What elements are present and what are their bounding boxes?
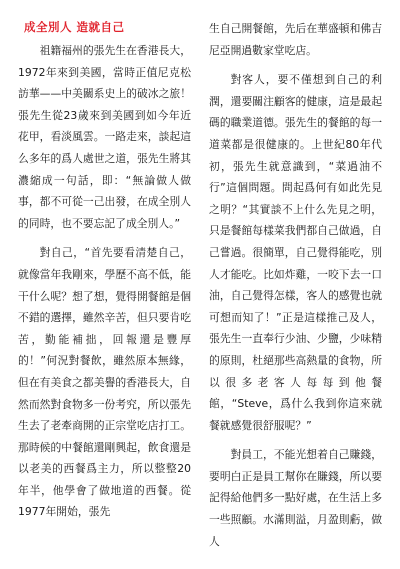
paragraph-employees: 對員工，不能光想着自己賺錢，要明白正是員工幫你在賺錢，所以要記得給他們多一點好處，在生活上多一些照顧。水滿則溢，月盈則虧，做人 [209,448,382,548]
article-title: 成全別人 造就自己 [24,20,125,34]
paragraph-intro: 祖籍福州的張先生在香港長大，1972年來到美國，當時正值尼克松訪華——中美關系史上的破冰之旅！張先生從23歲來到美國到如今年近花甲，看淡風雲。一路走來，談起這么多年的爲人處世之道，張先生將其濃縮成一句話，即：“無論做人做事，都不可從一己出發，在成全別人的同時，也不要忘記了成全別人。” [18,44,191,230]
right-column [209,18,382,559]
left-column [18,18,191,559]
paragraph-self: 對自己，“首先要看清楚自己，就像當年我剛來，學歷不高不低，能干什么呢？想了想，覺得開餐館是個不錯的選擇，雖然辛苦，但只要肯吃苦，勤能補拙，回報還是豐厚的！”何況對餐飲，雖然原本無緣，但在有美食之都美譽的香港長大，自然而然對食物多一份考究，所以張先生去了老牽商開的正宗堂吃店打工。那時候的中餐館還剛興起，飲食還是以老美的西餐爲主力，所以整整20年半，他學會了做地道的西餐。從1977年開始，張先 [18,246,191,519]
paragraph-customers: 對客人，要不僅想到自己的利潤，還要關注顧客的健康，這是最起碼的職業道德。張先生的餐館的每一道菜都是很健康的。上世紀80年代初，張先生就意識到，“菜過油不行”這個問題。問起爲何有如此先見之明？“其實談不上什么先見之明，只是餐館每樣菜我們都自己做過，自己嘗過。很簡單，自己覺得能吃，別人才能吃。比如炸雞，一咬下去一口油，自己覺得怎樣，客人的感覺也就可想而知了！”正是這樣推己及人，張先生一直奉行少油、少鹽，少味精的原則，杜絕那些高熱量的食物，所以很多老客人每每到他餐館，“Steve，爲什么我到你這來就餐就感覺很舒服呢？” [209,73,382,432]
paragraph-continued: 生自己開餐館，先后在華盛頓和佛吉尼亞開過數家堂吃店。 [209,22,382,57]
